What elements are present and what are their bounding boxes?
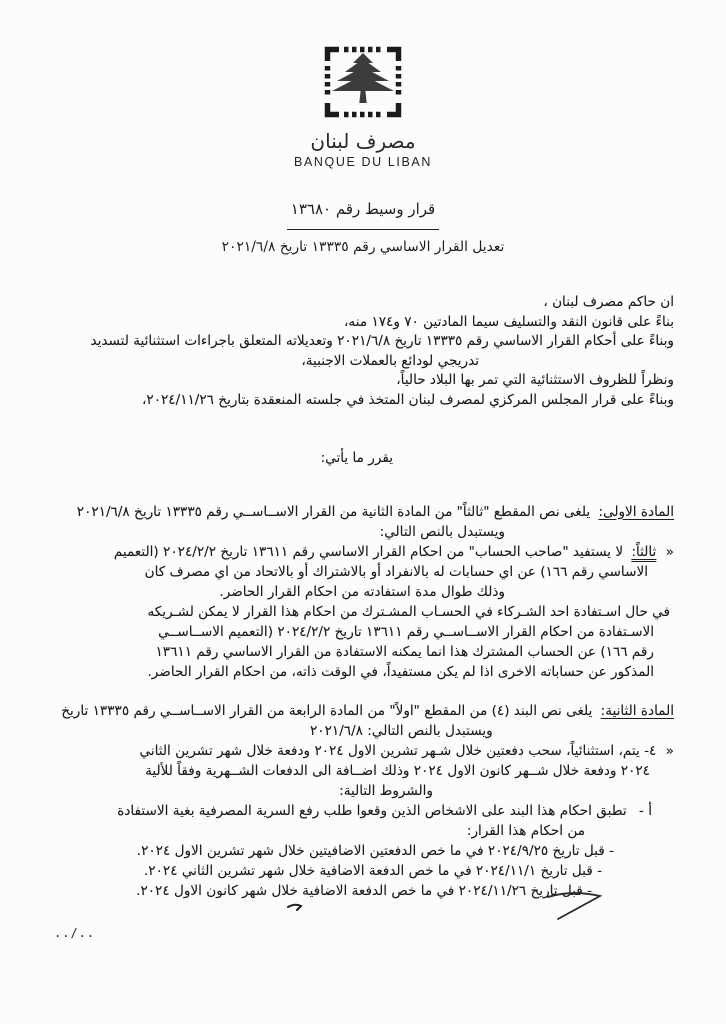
deadline-bullet: - قبل تاريخ ٢٠٢٤/١١/١ في ما خص الدفعة الاضافية خلال شهر تشرين الثاني ٢٠٢٤. — [143, 862, 602, 879]
article-2-item-a-continuation: من احكام هذا القرار: — [466, 822, 585, 839]
article-1-paragraph-line: المذكور عن حساباته الاخرى اذا لم يكن مستفيداً، في الوقت ذاته، من احكام القرار الحاضر. — [147, 663, 654, 680]
page-continuation-mark: ../.. — [54, 926, 96, 940]
article-2-heading-continuation-text: ويستبدل بالنص التالي: — [367, 722, 493, 739]
article-2-heading-continuation — [52, 721, 674, 741]
bdl-logo — [324, 46, 402, 118]
article-2-item-a — [52, 801, 674, 821]
article-1-quote-text: لا يستفيد "صاحب الحساب" من احكام القرار الاساسي رقم ١٣٦١١ تاريخ ٢٠٢٤/٢/٢ (التعميم — [113, 543, 624, 560]
cedar-tree-icon — [332, 53, 394, 103]
article-2-label: المادة الثانية: — [600, 702, 674, 719]
handwritten-check-mark — [534, 890, 606, 924]
deadline-bullet: - قبل تاريخ ٢٠٢٤/٩/٢٥ في ما خص الدفعتين الاضافيتين خلال شهر تشرين الاول ٢٠٢٤. — [136, 842, 614, 859]
article-1-paragraph-line: في حال اسـتفادة احد الشـركاء في الحسـاب المشـترك من احكام هذا القرار لا يمكن لشـريكه — [147, 603, 670, 620]
bank-name-french: BANQUE DU LIBAN — [294, 155, 432, 169]
article-1-heading-text: يلغى نص المقطع "ثالثاً" من المادة الثانية من القرار الاســاســي رقم ١٣٣٣٥ تاريخ ٢٠٢١/٦/٨ — [76, 503, 591, 520]
ink-mark — [287, 898, 305, 912]
preamble-line: وبناءً على قرار المجلس المركزي لمصرف لبنان المتخذ في جلسته المنعقدة بتاريخ ٢٠٢٤/١١/٢٦، — [142, 391, 674, 408]
decision-title: قرار وسيط رقم ١٣٦٨٠ — [290, 200, 436, 218]
article-1-heading — [52, 502, 674, 522]
decision-subject: تعديل القرار الاساسي رقم ١٣٣٣٥ تاريخ ٢٠٢١/٦/٨ — [221, 239, 505, 255]
item-a-text: تطبق احكام هذا البند على الاشخاص الذين وقعوا طلب رفع السرية المصرفية بغية الاستفادة — [117, 802, 627, 819]
article-1-label: المادة الاولى: — [598, 503, 674, 520]
article-2-quote-line: والشروط التالية: — [339, 782, 433, 799]
opening-guillemet: « — [665, 543, 674, 560]
article-2-quote-line — [52, 741, 674, 761]
article-2-heading — [52, 701, 674, 721]
bank-name-arabic: مصرف لبنان — [310, 129, 416, 153]
article-2-heading-text: يلغى نص البند (٤) من المقطع "اولاً" من المادة الرابعة من القرار الاســاســي رقم ١٣٣٣٥ تاريخ — [61, 702, 593, 719]
article-2-quote-line: ٢٠٢٤ ودفعة خلال شــهر كانون الاول ٢٠٢٤ وذلك اضــافة الى الدفعات الشــهرية وفقاً للألية — [145, 762, 650, 779]
decree-intro: يقرر ما يأتي: — [320, 450, 393, 466]
article-2 — [52, 701, 674, 901]
article-1-quote-line: الاساسي رقم ١٦٦) عن اي حسابات له بالانفراد أو بالاشتراك أو بالاتحاد من اي مصرف كان — [144, 563, 648, 580]
article-1-quote-line — [52, 542, 674, 562]
bank-header — [52, 0, 674, 169]
preamble — [52, 293, 674, 410]
article-2-quote-text: ٤- يتم، استثنائياً، سحب دفعتين خلال شـهر تشرين الاول ٢٠٢٤ ودفعة خلال شهر تشرين الثاني — [139, 742, 657, 759]
article-1-heading-continuation: ويستبدل بالنص التالي: — [379, 523, 505, 540]
thirdly-label: ثالثاً: — [631, 543, 657, 560]
item-a-marker: أ - — [638, 802, 652, 819]
title-underline — [287, 229, 439, 230]
opening-guillemet: « — [665, 742, 674, 759]
article-1-quote-line: وذلك طوال مدة استفادته من احكام القرار الحاضر. — [219, 583, 505, 600]
article-1-paragraph-line: الاسـتفادة من احكام القرار الاســاســي رقم ١٣٦١١ تاريخ ٢٠٢٤/٢/٢ (التعميم الاســاســي — [158, 623, 654, 640]
preamble-line: ونظراً للظروف الاستثنائية التي تمر بها البلاد حالياً، — [396, 372, 674, 388]
article-1 — [52, 502, 674, 682]
preamble-line: بناءً على قانون النقد والتسليف سيما المادتين ٧٠ و١٧٤ منه، — [344, 313, 674, 330]
decision-date: ٢٠٢١/٦/٨ — [310, 722, 363, 739]
cedar-emblem-icon — [324, 46, 402, 118]
preamble-line: تدريجي لودائع بالعملات الاجنبية، — [301, 352, 479, 369]
preamble-line: ان حاكم مصرف لبنان ، — [543, 294, 674, 310]
article-1-paragraph-line: رقم ١٦٦) عن الحساب المشترك هذا انما يمكنه الاستفادة من القرار الاساسي رقم ١٣٦١١ — [155, 643, 654, 660]
preamble-line: وبناءً على أحكام القرار الاساسي رقم ١٣٣٣٥ تاريخ ٢٠٢١/٦/٨ وتعديلاته المتعلق باجراءات استثنائية لتسديد — [90, 333, 674, 349]
deadline-bullet: - قبل تاريخ ٢٠٢٤/١١/٢٦ في ما خص الدفعة الاضافية خلال شهر كانون الاول ٢٠٢٤. — [136, 882, 592, 899]
